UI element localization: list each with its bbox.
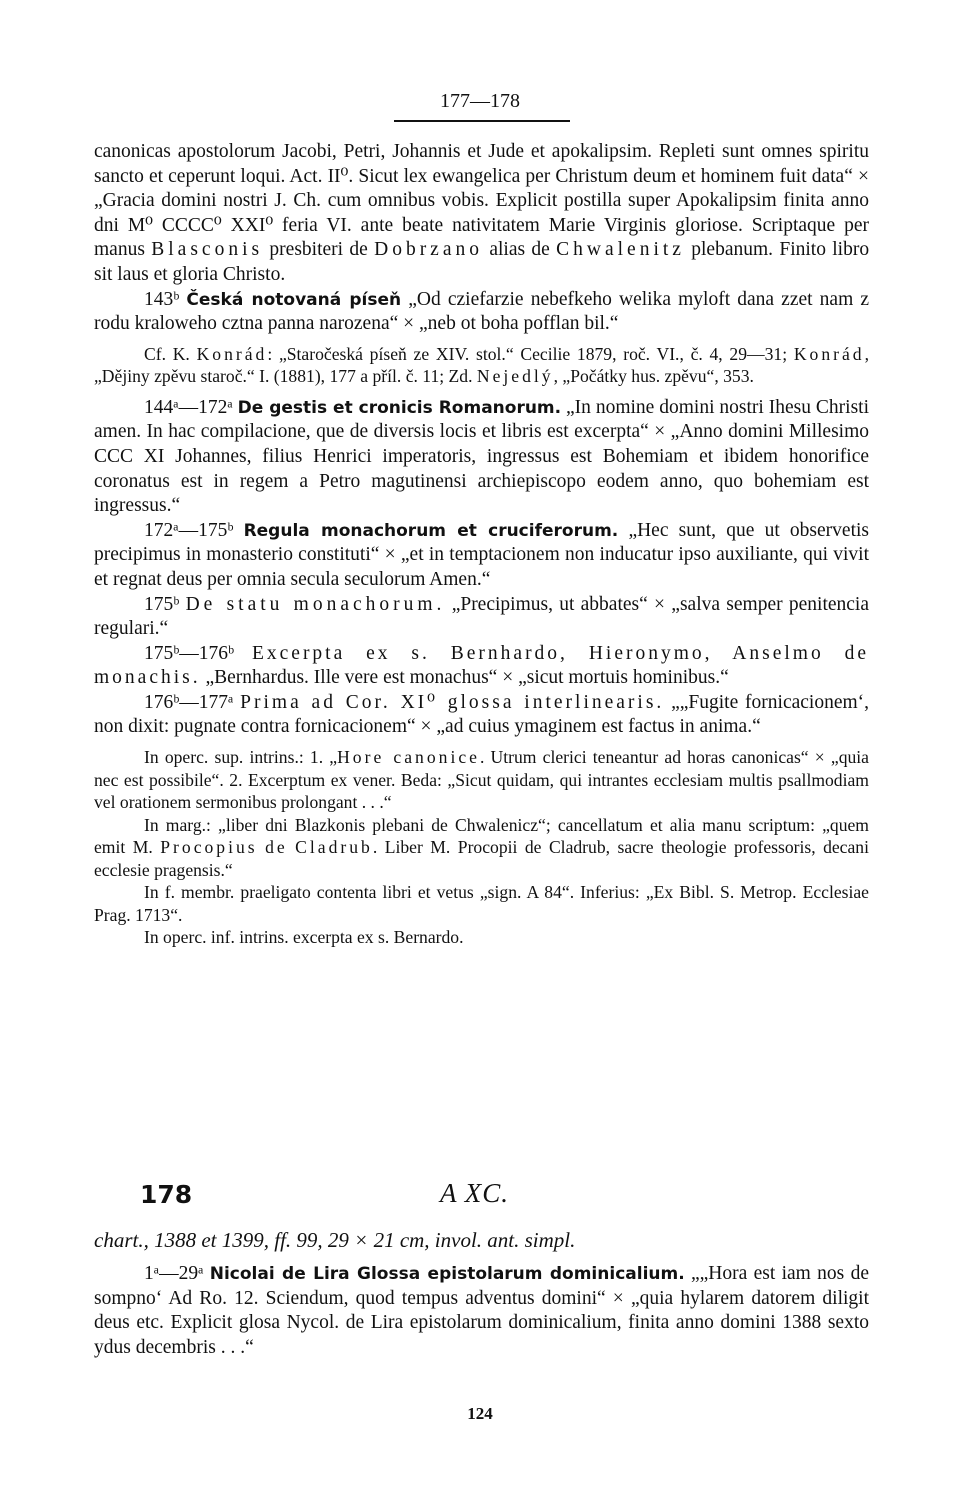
entry-175b: 175ᵇ De statu monachorum. „Precipimus, ut abbates“ × „salva semper penitencia regulari.“ (94, 593, 869, 640)
note-membr: In f. membr. praeligato contenta libri et vetus „sign. A 84“. Inferius: „Ex Bibl. S. Metrop. Ecclesiae Prag. 1713“. (94, 882, 869, 925)
entry-144a: 144ᵃ—172ᵃ De gestis et cronicis Romanorum. „In nomine domini nostri Ihesu Christi amen. In hac compilacione, que de diversis locis et libris est excerpta“ × „Anno domini Millesimo CCC XI Johannes, filius Henrici imperatoris, ingressus est Bohemiam et ibidem honorifice coronatus est in regem a Petro magutinensi archiepiscopo eodem anno, quo bohemiam est ingressus.“ (94, 396, 870, 517)
entry-title: De statu monachorum. (185, 593, 446, 615)
entry-title: Excerpta ex s. Bernhardo, Hieronymo, Anselmo de monachis. (94, 642, 869, 689)
folio-ref: 175ᵇ (144, 593, 180, 615)
note-marg: In marg.: „liber dni Blazkonis plebani de Chwalenicz“; cancellatum et alia manu scriptum: „quem emit M. Procopius de Cladrub. Liber M. Procopii de Cladrub, sacre theologie professoris, decani ecclesie pragensis.“ (94, 814, 869, 880)
entry-title: De gestis et cronicis Romanorum. (237, 397, 562, 418)
entry-178-text (94, 1262, 869, 1360)
person-name: Blasconis (151, 239, 264, 261)
entry-title: Nicolai de Lira Glossa epistolarum dominicalium. (209, 1264, 685, 1284)
folio-ref: 144ᵃ—172ᵃ (144, 396, 233, 418)
folio-ref: 1ᵃ—29ᵃ (144, 1263, 204, 1284)
entry-title: Regula monachorum et cruciferorum. (243, 520, 619, 541)
entry-signature: A XC. (440, 1178, 510, 1208)
header-rule (394, 120, 570, 122)
running-header: 177—178 (440, 90, 520, 112)
entry-178-description: chart., 1388 et 1399, ff. 99, 29 × 21 cm, invol. ant. simpl. (94, 1228, 576, 1252)
note-143b: Cf. K. Konrád: „Staročeská píseň ze XIV. stol.“ Cecilie 1879, roč. VI., č. 4, 29—31; Konrád, „Dějiny zpěvu staroč.“ I. (1881), 177 a příl. č. 11; Zd. Nejedlý, „Počátky hus. zpěvu“, 353. (94, 343, 869, 387)
entry-title: Česká notovaná píseň (186, 289, 402, 310)
entry-176b: 176ᵇ—177ᵃ Prima ad Cor. XI⁰ glossa interlinearis. „„Fugite fornicacionem‘, non dixit: pugnate contra fornicacionem“ × „ad cuius ymaginem est factus in anima.“ (94, 691, 870, 738)
entry-1a: 1ᵃ—29ᵃ Nicolai de Lira Glossa epistolarum dominicalium. „„Hora est iam nos de sompno‘ Ad Ro. 12. Sciendum, quod tempus adventus domini“ × „quia hylarem datorem diligit deus etc. Explicit glosa Nycol. de Lira epistolarum dominicalium, finita anno domini 1388 sexto ydus decembris . . .“ (94, 1263, 869, 1358)
paragraph-continuation: canonicas apostolorum Jacobi, Petri, Johannis et Jude et apokalipsim. Repleti sunt omnes spiritu sancto et ceperunt loqui. Act. II⁰. Sicut lex ewangelica per Christum deum et hominem fuit data“ × „Gracia domini nostri J. Ch. cum omnibus vobis. Explicit postilla super Apokalipsim finita anno dni M⁰ CCCC⁰ XXI⁰ feria VI. ante beate nativitatem Marie Virginis gloriose. Scriptaque per manus Blasconis presbiteri de Dobrzano alias de Chwalenitz plebanum. Finito libro sit laus et gloria Christo. (94, 141, 870, 285)
note-operc-inf: In operc. inf. intrins. excerpta ex s. Bernardo. (144, 927, 464, 948)
entry-178-heading (140, 1180, 840, 1216)
folio-ref: 172ᵃ—175ᵇ (144, 519, 234, 541)
entry-172a: 172ᵃ—175ᵇ Regula monachorum et cruciferorum. „Hec sunt, que ut observetis precipimus in monasterio constituti“ × „et in temptacionem non inducatur ipso auxiliante, qui vivit et regnat deus per omnia secula seculorum Amen.“ (94, 519, 869, 590)
entry-number: 178 (140, 1180, 193, 1209)
entry-143b: 143ᵇ Česká notovaná píseň „Od cziefarzie nebefkeho welika myloft dana zzet nam z rodu kraloweho cztna panna narozena“ × „neb ot boha pofflan bil.“ (94, 288, 870, 335)
main-text (94, 140, 869, 949)
place-name: Dobrzano (374, 239, 483, 261)
note-operc-sup: In operc. sup. intrins.: 1. „Hore canonice. Utrum clerici teneantur ad horas canonicas“ × „quia nec est possibile“. 2. Excerptum ex vener. Beda: „Sicut quidam, qui intrantes ecclesiam multis psallmodiam vel orationem sermonibus prolongant . . .“ (94, 747, 869, 813)
folio-ref: 143ᵇ (144, 288, 180, 310)
entry-175b-176b: 175ᵇ—176ᵇ Excerpta ex s. Bernhardo, Hieronymo, Anselmo de monachis. „Bernhardus. Ille vere est monachus“ × „sicut mortuis hominibus.“ (94, 642, 869, 689)
place-name: Chwalenitz (556, 239, 685, 261)
page-number: 124 (467, 1404, 493, 1423)
folio-ref: 176ᵇ—177ᵃ (144, 691, 234, 713)
entry-title: Prima ad Cor. XI⁰ glossa interlinearis. (240, 691, 665, 713)
folio-ref: 175ᵇ—176ᵇ (144, 642, 235, 664)
